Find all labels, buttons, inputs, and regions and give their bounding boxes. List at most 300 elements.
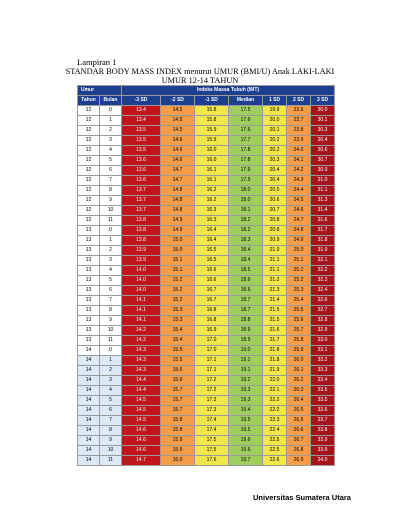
cell-bmi-value: 13.4 [122,116,161,126]
cell-bmi-value: 16.2 [195,186,229,196]
cell-bmi-value: 30.7 [311,156,335,166]
table-row [78,196,335,206]
cell-bmi-value: 15.7 [161,406,195,416]
cell-bmi-value: 16.6 [195,266,229,276]
header-umur: Umur [78,86,122,96]
cell-bmi-value: 18.7 [229,296,263,306]
cell-bmi-value: 31.1 [311,186,335,196]
cell-month: 3 [100,256,122,266]
cell-month: 4 [100,146,122,156]
cell-bmi-value: 32.1 [311,256,335,266]
cell-bmi-value: 16.4 [195,226,229,236]
cell-bmi-value: 14.3 [122,346,161,356]
cell-bmi-value: 31.7 [311,226,335,236]
cell-year: 14 [78,376,100,386]
cell-bmi-value: 17.8 [229,156,263,166]
cell-bmi-value: 26.5 [287,406,311,416]
cell-month: 10 [100,446,122,456]
cell-bmi-value: 15.5 [161,356,195,366]
cell-month: 4 [100,386,122,396]
cell-bmi-value: 24.2 [287,166,311,176]
cell-bmi-value: 14.5 [122,416,161,426]
cell-year: 12 [78,126,100,136]
cell-bmi-value: 20.3 [263,156,287,166]
cell-bmi-value: 15.9 [161,436,195,446]
cell-bmi-value: 14.4 [122,386,161,396]
cell-bmi-value: 19.1 [229,356,263,366]
table-row [78,376,335,386]
cell-year: 12 [78,156,100,166]
cell-bmi-value: 25.2 [287,266,311,276]
cell-month: 6 [100,286,122,296]
cell-year: 13 [78,246,100,256]
cell-bmi-value: 25.4 [287,296,311,306]
column-header: Tahun [78,96,100,106]
cell-bmi-value: 25.5 [287,306,311,316]
cell-bmi-value: 14.7 [161,166,195,176]
cell-bmi-value: 33.6 [311,406,335,416]
cell-bmi-value: 13.8 [122,236,161,246]
cell-bmi-value: 15.8 [161,416,195,426]
column-header: 2 SD [287,96,311,106]
cell-bmi-value: 18.4 [229,246,263,256]
cell-bmi-value: 26.0 [287,356,311,366]
cell-bmi-value: 25.9 [287,346,311,356]
cell-bmi-value: 32.7 [311,306,335,316]
cell-bmi-value: 15.1 [161,266,195,276]
cell-bmi-value: 21.5 [263,306,287,316]
cell-year: 14 [78,396,100,406]
cell-bmi-value: 22.0 [263,376,287,386]
cell-bmi-value: 19.7 [229,456,263,466]
cell-bmi-value: 19.2 [229,376,263,386]
cell-bmi-value: 14.6 [161,136,195,146]
cell-bmi-value: 19.5 [229,416,263,426]
cell-bmi-value: 15.7 [161,386,195,396]
bmi-table [77,85,335,466]
cell-bmi-value: 24.8 [287,226,311,236]
cell-bmi-value: 17.9 [229,176,263,186]
column-header: Bulan [100,96,122,106]
cell-bmi-value: 26.7 [287,436,311,446]
cell-bmi-value: 22.2 [263,406,287,416]
cell-bmi-value: 17.0 [195,346,229,356]
cell-bmi-value: 14.5 [122,406,161,416]
table-row [78,256,335,266]
cell-bmi-value: 33.0 [311,336,335,346]
table-row [78,246,335,256]
table-row [78,296,335,306]
cell-bmi-value: 26.6 [287,426,311,436]
cell-bmi-value: 30.9 [311,166,335,176]
cell-bmi-value: 24.1 [287,156,311,166]
cell-month: 3 [100,376,122,386]
cell-bmi-value: 16.3 [195,206,229,216]
table-row [78,106,335,116]
cell-bmi-value: 14.4 [122,376,161,386]
table-row [78,266,335,276]
cell-bmi-value: 33.7 [311,416,335,426]
cell-bmi-value: 20.5 [263,186,287,196]
cell-bmi-value: 14.0 [122,276,161,286]
table-row [78,406,335,416]
cell-month: 8 [100,306,122,316]
cell-bmi-value: 14.6 [122,446,161,456]
cell-bmi-value: 30.6 [311,146,335,156]
cell-bmi-value: 25.6 [287,316,311,326]
cell-year: 14 [78,426,100,436]
cell-bmi-value: 17.5 [229,106,263,116]
cell-year: 14 [78,436,100,446]
table-row [78,116,335,126]
table-row [78,286,335,296]
cell-bmi-value: 30.4 [311,136,335,146]
column-header: 3 SD [311,96,335,106]
cell-year: 13 [78,226,100,236]
cell-bmi-value: 22.3 [263,416,287,426]
cell-month: 1 [100,116,122,126]
cell-bmi-value: 21.4 [263,296,287,306]
cell-bmi-value: 17.3 [195,406,229,416]
cell-year: 13 [78,326,100,336]
cell-bmi-value: 24.5 [287,196,311,206]
cell-bmi-value: 17.6 [229,116,263,126]
cell-bmi-value: 17.4 [195,416,229,426]
cell-bmi-value: 13.6 [122,156,161,166]
cell-bmi-value: 14.7 [161,176,195,186]
cell-bmi-value: 16.5 [195,256,229,266]
cell-bmi-value: 24.3 [287,176,311,186]
cell-bmi-value: 25.2 [287,276,311,286]
cell-year: 12 [78,116,100,126]
cell-bmi-value: 14.9 [161,226,195,236]
cell-bmi-value: 18.9 [229,326,263,336]
table-row [78,206,335,216]
table-row [78,326,335,336]
cell-month: 11 [100,336,122,346]
table-row [78,236,335,246]
cell-bmi-value: 17.2 [195,386,229,396]
cell-bmi-value: 19.6 [229,446,263,456]
cell-year: 14 [78,416,100,426]
cell-bmi-value: 15.8 [195,106,229,116]
cell-month: 2 [100,366,122,376]
cell-year: 12 [78,216,100,226]
cell-bmi-value: 20.8 [263,216,287,226]
table-row [78,216,335,226]
cell-month: 0 [100,226,122,236]
cell-month: 0 [100,346,122,356]
table-row [78,306,335,316]
cell-month: 9 [100,436,122,446]
cell-bmi-value: 14.1 [122,296,161,306]
cell-bmi-value: 14.3 [122,356,161,366]
cell-bmi-value: 17.1 [195,356,229,366]
table-row [78,126,335,136]
cell-month: 11 [100,456,122,466]
cell-bmi-value: 32.8 [311,316,335,326]
cell-bmi-value: 25.8 [287,336,311,346]
cell-bmi-value: 14.1 [122,316,161,326]
cell-bmi-value: 15.7 [161,396,195,406]
cell-bmi-value: 33.3 [311,366,335,376]
table-header-row-2 [78,96,335,106]
cell-bmi-value: 31.0 [311,176,335,186]
cell-bmi-value: 16.4 [195,236,229,246]
table-row [78,366,335,376]
cell-bmi-value: 18.0 [229,186,263,196]
cell-bmi-value: 23.8 [287,126,311,136]
column-header: 1 SD [263,96,287,106]
cell-bmi-value: 15.4 [161,336,195,346]
header-imt: Indeks Massa Tubuh (IMT) [122,86,335,96]
cell-bmi-value: 26.1 [287,366,311,376]
cell-bmi-value: 33.9 [311,446,335,456]
cell-bmi-value: 33.5 [311,396,335,406]
cell-month: 4 [100,266,122,276]
cell-year: 12 [78,146,100,156]
cell-month: 10 [100,326,122,336]
table-row [78,136,335,146]
cell-bmi-value: 20.4 [263,176,287,186]
cell-bmi-value: 16.1 [195,176,229,186]
cell-bmi-value: 22.5 [263,446,287,456]
cell-bmi-value: 17.4 [195,426,229,436]
cell-bmi-value: 33.5 [311,386,335,396]
document-title: STANDAR BODY MASS INDEX menurut UMUR (BMI/U) Anak LAKI-LAKI [65,67,335,76]
table-group-12-13 [78,106,335,356]
cell-month: 9 [100,316,122,326]
cell-bmi-value: 33.1 [311,346,335,356]
cell-bmi-value: 17.6 [195,456,229,466]
cell-bmi-value: 23.6 [287,106,311,116]
cell-bmi-value: 14.5 [161,126,195,136]
table-row [78,456,335,466]
cell-bmi-value: 13.6 [122,176,161,186]
cell-month: 2 [100,246,122,256]
document-subtitle: UMUR 12-14 TAHUN [161,76,239,85]
cell-bmi-value: 21.3 [263,286,287,296]
cell-bmi-value: 14.5 [161,106,195,116]
table-row [78,316,335,326]
cell-bmi-value: 19.3 [229,396,263,406]
column-header: -1 SD [195,96,229,106]
cell-bmi-value: 20.9 [263,236,287,246]
cell-bmi-value: 23.9 [287,136,311,146]
appendix-label: Lampiran 1 [77,57,117,67]
cell-bmi-value: 16.8 [195,306,229,316]
cell-bmi-value: 26.9 [287,456,311,466]
cell-bmi-value: 20.0 [263,116,287,126]
cell-bmi-value: 14.6 [122,436,161,446]
cell-bmi-value: 20.1 [263,126,287,136]
cell-bmi-value: 16.6 [195,276,229,286]
cell-year: 14 [78,406,100,416]
table-row [78,166,335,176]
cell-bmi-value: 13.5 [122,126,161,136]
cell-bmi-value: 26.2 [287,376,311,386]
cell-bmi-value: 24.7 [287,216,311,226]
cell-bmi-value: 31.9 [311,246,335,256]
cell-bmi-value: 32.3 [311,276,335,286]
cell-year: 12 [78,206,100,216]
cell-bmi-value: 18.3 [229,236,263,246]
cell-bmi-value: 18.4 [229,256,263,266]
cell-year: 13 [78,316,100,326]
cell-bmi-value: 13.6 [122,166,161,176]
cell-month: 8 [100,186,122,196]
cell-bmi-value: 20.7 [263,206,287,216]
cell-bmi-value: 14.0 [122,286,161,296]
cell-bmi-value: 16.5 [195,246,229,256]
cell-year: 14 [78,356,100,366]
cell-bmi-value: 21.8 [263,346,287,356]
cell-month: 5 [100,276,122,286]
cell-bmi-value: 26.5 [287,416,311,426]
cell-bmi-value: 15.8 [161,426,195,436]
cell-month: 3 [100,136,122,146]
table-row [78,386,335,396]
cell-year: 13 [78,306,100,316]
table-row [78,176,335,186]
cell-month: 1 [100,236,122,246]
cell-bmi-value: 17.2 [195,376,229,386]
cell-bmi-value: 25.7 [287,326,311,336]
cell-bmi-value: 18.6 [229,286,263,296]
cell-year: 12 [78,176,100,186]
cell-bmi-value: 25.0 [287,246,311,256]
table-row [78,396,335,406]
cell-bmi-value: 13.8 [122,226,161,236]
table-row [78,146,335,156]
cell-year: 14 [78,446,100,456]
cell-bmi-value: 19.9 [263,106,287,116]
cell-bmi-value: 17.5 [195,446,229,456]
cell-bmi-value: 21.8 [263,356,287,366]
cell-bmi-value: 18.9 [229,336,263,346]
cell-bmi-value: 21.5 [263,316,287,326]
cell-bmi-value: 15.4 [161,326,195,336]
cell-bmi-value: 13.9 [122,256,161,266]
cell-bmi-value: 22.6 [263,456,287,466]
cell-bmi-value: 18.1 [229,206,263,216]
column-header: Median [229,96,263,106]
cell-bmi-value: 15.6 [161,366,195,376]
cell-bmi-value: 31.3 [311,196,335,206]
cell-bmi-value: 15.2 [161,296,195,306]
table-row [78,186,335,196]
cell-bmi-value: 14.6 [161,146,195,156]
cell-bmi-value: 30.1 [311,116,335,126]
cell-bmi-value: 17.0 [195,336,229,346]
cell-bmi-value: 13.7 [122,196,161,206]
cell-bmi-value: 14.2 [122,336,161,346]
cell-bmi-value: 18.2 [229,226,263,236]
cell-bmi-value: 19.6 [229,436,263,446]
cell-bmi-value: 32.4 [311,286,335,296]
cell-month: 5 [100,156,122,166]
cell-bmi-value: 14.7 [122,456,161,466]
table-row [78,276,335,286]
cell-bmi-value: 15.3 [161,306,195,316]
cell-month: 9 [100,196,122,206]
cell-year: 12 [78,106,100,116]
cell-bmi-value: 15.8 [195,116,229,126]
cell-month: 7 [100,416,122,426]
cell-bmi-value: 14.1 [122,306,161,316]
table-group-14 [78,356,335,466]
cell-bmi-value: 16.2 [195,196,229,206]
cell-bmi-value: 13.5 [122,136,161,146]
cell-bmi-value: 18.6 [229,276,263,286]
cell-bmi-value: 15.9 [161,446,195,456]
cell-bmi-value: 33.2 [311,356,335,366]
table-row [78,336,335,346]
cell-bmi-value: 16.0 [161,456,195,466]
cell-bmi-value: 30.3 [311,126,335,136]
cell-bmi-value: 20.2 [263,136,287,146]
cell-bmi-value: 17.7 [229,136,263,146]
cell-month: 8 [100,426,122,436]
cell-month: 6 [100,406,122,416]
cell-year: 12 [78,166,100,176]
cell-bmi-value: 19.4 [229,406,263,416]
cell-bmi-value: 20.6 [263,196,287,206]
cell-bmi-value: 21.2 [263,276,287,286]
cell-bmi-value: 16.3 [195,216,229,226]
cell-bmi-value: 14.6 [161,156,195,166]
cell-bmi-value: 13.9 [122,246,161,256]
cell-bmi-value: 14.9 [161,216,195,226]
cell-bmi-value: 24.4 [287,186,311,196]
cell-bmi-value: 18.5 [229,266,263,276]
cell-bmi-value: 20.2 [263,146,287,156]
cell-bmi-value: 26.8 [287,446,311,456]
cell-year: 12 [78,136,100,146]
cell-bmi-value: 17.8 [229,146,263,156]
cell-bmi-value: 24.6 [287,206,311,216]
cell-bmi-value: 21.7 [263,336,287,346]
table-row [78,436,335,446]
cell-bmi-value: 21.9 [263,366,287,376]
cell-bmi-value: 15.3 [161,316,195,326]
table-row [78,346,335,356]
university-footer: Universitas Sumatera Utara [253,493,351,502]
cell-year: 12 [78,196,100,206]
cell-bmi-value: 15.2 [161,286,195,296]
cell-bmi-value: 13.4 [122,106,161,116]
cell-bmi-value: 33.8 [311,426,335,436]
cell-month: 5 [100,396,122,406]
cell-bmi-value: 22.2 [263,396,287,406]
cell-year: 13 [78,296,100,306]
cell-year: 13 [78,236,100,246]
cell-year: 13 [78,266,100,276]
cell-month: 2 [100,126,122,136]
cell-month: 1 [100,356,122,366]
cell-bmi-value: 17.6 [229,126,263,136]
column-header: -2 SD [161,96,195,106]
cell-bmi-value: 31.6 [311,216,335,226]
cell-bmi-value: 22.5 [263,436,287,446]
cell-bmi-value: 17.5 [195,436,229,446]
cell-bmi-value: 21.1 [263,256,287,266]
cell-bmi-value: 15.6 [161,376,195,386]
cell-bmi-value: 15.5 [161,346,195,356]
cell-month: 11 [100,216,122,226]
table-row [78,426,335,436]
cell-bmi-value: 16.7 [195,296,229,306]
